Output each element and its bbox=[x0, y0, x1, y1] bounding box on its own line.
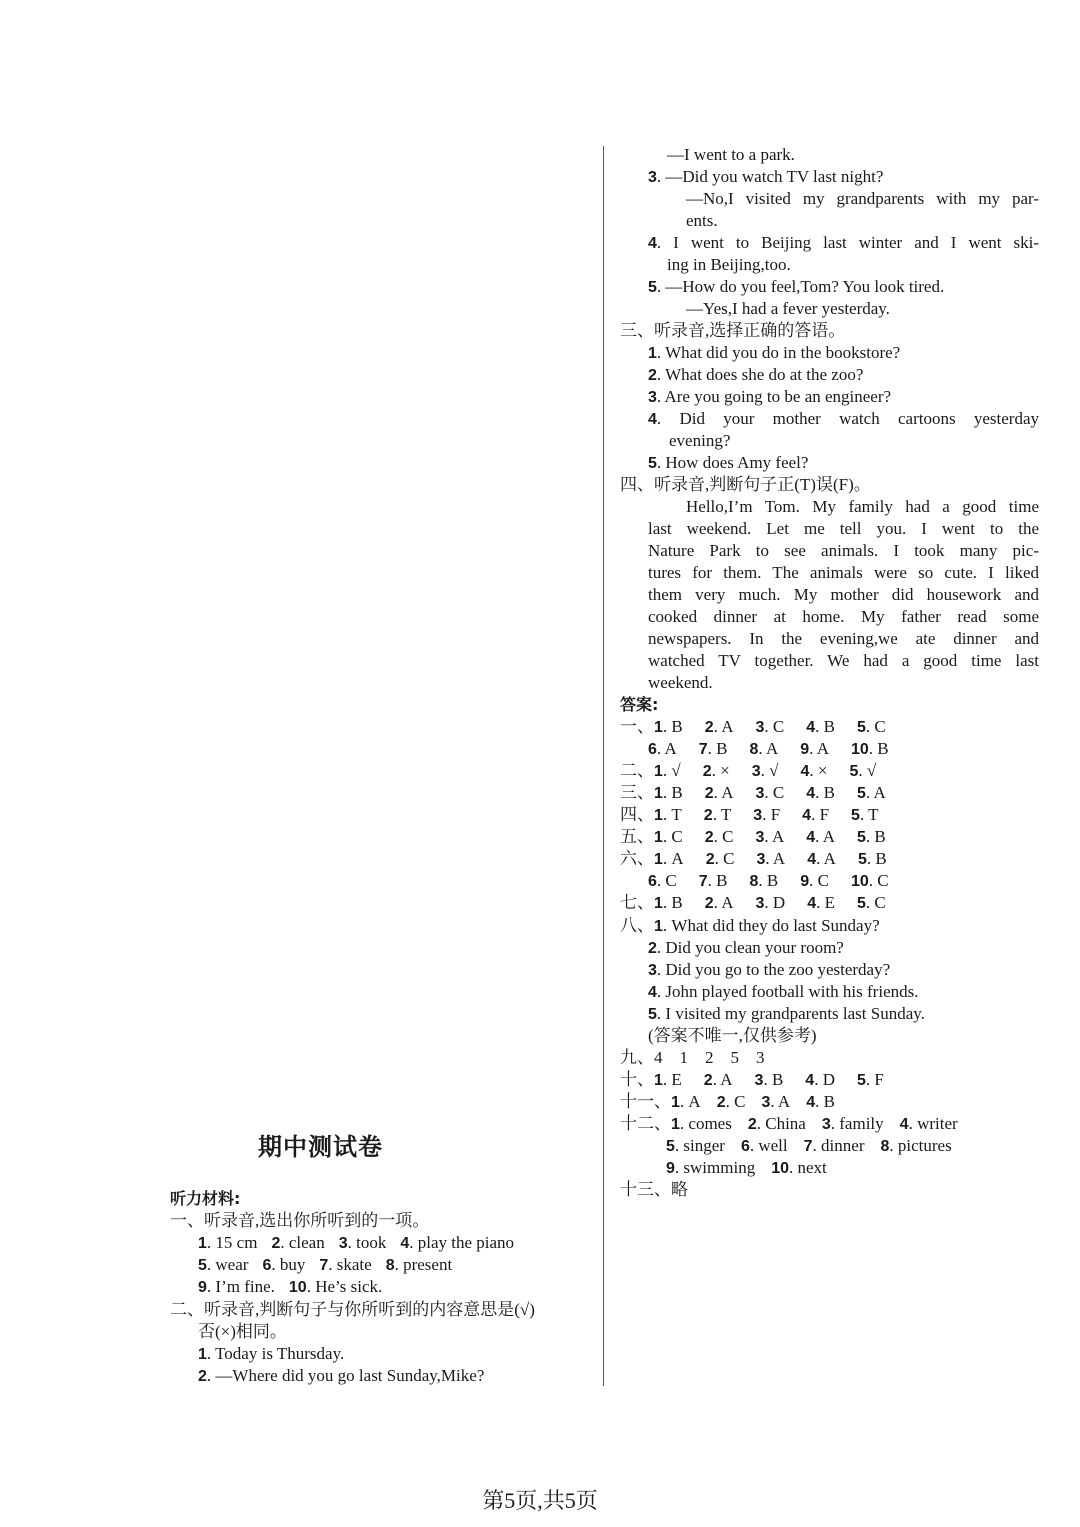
row-segment: 7. B bbox=[698, 871, 728, 890]
row-segment: 3. A bbox=[756, 849, 786, 868]
answer-row bbox=[620, 782, 886, 805]
answer-row bbox=[620, 892, 886, 915]
listening-label: 听力材料: bbox=[170, 1189, 241, 1208]
passage-line: Nature Park to see animals. I took many pic- bbox=[648, 541, 1039, 560]
row-segment: 9. swimming bbox=[666, 1158, 756, 1177]
row-segment: 6. well bbox=[740, 1136, 788, 1155]
row-segment: 三、1. B bbox=[620, 783, 683, 802]
page-number: 第5页,共5页 bbox=[482, 1488, 598, 1513]
row-segment: 4. × bbox=[800, 761, 828, 780]
row-segment: 2. A bbox=[704, 783, 734, 802]
dialogue-line: ents. bbox=[686, 211, 718, 230]
row-segment: 7. dinner bbox=[803, 1136, 865, 1155]
row-segment: 二、1. √ bbox=[620, 761, 681, 780]
row-segment: 4. B bbox=[806, 717, 835, 736]
passage-line: Hello,I’m Tom. My family had a good time bbox=[686, 497, 1039, 516]
row-segment: 十一、1. A bbox=[620, 1092, 701, 1111]
row-segment: 7. skate bbox=[319, 1255, 372, 1274]
section-2-header-cont: 否(×)相同。 bbox=[198, 1322, 287, 1341]
row-segment: 五、1. C bbox=[620, 827, 683, 846]
section-3-item-cont: evening? bbox=[669, 431, 731, 450]
section-3-item: 3. Are you going to be an engineer? bbox=[648, 387, 892, 406]
row-segment: 5. C bbox=[857, 717, 886, 736]
section-1-row bbox=[198, 1254, 452, 1277]
section-2-header: 二、听录音,判断句子与你所听到的内容意思是(√) bbox=[170, 1300, 535, 1319]
answers-label: 答案: bbox=[620, 695, 659, 714]
row-segment: 5. C bbox=[856, 893, 886, 912]
row-segment: 4. play the piano bbox=[400, 1233, 515, 1252]
section-2-item: 1. Today is Thursday. bbox=[198, 1344, 345, 1363]
row-segment: 10. He’s sick. bbox=[288, 1277, 383, 1296]
row-segment: 3. A bbox=[755, 827, 785, 846]
row-segment: 4. B bbox=[806, 1092, 835, 1111]
answer-row: 九、4 1 2 5 3 bbox=[620, 1048, 765, 1067]
answer-row bbox=[666, 1157, 827, 1180]
row-segment: 3. √ bbox=[751, 761, 779, 780]
dialogue-line: —No,I visited my grandparents with my par- bbox=[686, 189, 1039, 208]
section-2-item: 2. —Where did you go last Sunday,Mike? bbox=[198, 1366, 485, 1385]
row-segment: 3. D bbox=[755, 893, 786, 912]
answer-item: 4. John played football with his friends. bbox=[648, 982, 919, 1001]
dialogue-item: 3. —Did you watch TV last night? bbox=[648, 167, 884, 186]
row-segment: 2. C bbox=[705, 849, 735, 868]
section-3-item: 5. How does Amy feel? bbox=[648, 453, 809, 472]
section-title: 期中测试卷 bbox=[258, 1133, 383, 1161]
row-segment: 5. A bbox=[857, 783, 886, 802]
dialogue-line: —Yes,I had a fever yesterday. bbox=[686, 299, 890, 318]
dialogue-line: —I went to a park. bbox=[667, 145, 795, 164]
row-segment: 2. China bbox=[747, 1114, 806, 1133]
row-segment: 4. writer bbox=[899, 1114, 958, 1133]
row-segment: 8. pictures bbox=[880, 1136, 952, 1155]
row-segment: 3. family bbox=[821, 1114, 884, 1133]
answer-row bbox=[666, 1135, 952, 1158]
row-segment: 10. B bbox=[851, 739, 889, 758]
row-segment: 9. A bbox=[800, 739, 829, 758]
row-segment: 十、1. E bbox=[620, 1070, 682, 1089]
row-segment: 2. C bbox=[716, 1092, 746, 1111]
row-segment: 六、1. A bbox=[620, 849, 684, 868]
answer-item: 5. I visited my grandparents last Sunday. bbox=[648, 1004, 925, 1023]
row-segment: 8. A bbox=[749, 739, 779, 758]
row-segment: 2. A bbox=[704, 717, 734, 736]
answer-item: 2. Did you clean your room? bbox=[648, 938, 844, 957]
row-segment: 2. clean bbox=[271, 1233, 325, 1252]
row-segment: 3. B bbox=[754, 1070, 784, 1089]
row-segment: 4. A bbox=[807, 849, 836, 868]
row-segment: 10. next bbox=[771, 1158, 827, 1177]
row-segment: 5. T bbox=[851, 805, 879, 824]
answer-note: (答案不唯一,仅供参考) bbox=[648, 1026, 817, 1045]
row-segment: 4. A bbox=[806, 827, 835, 846]
row-segment: 5. B bbox=[857, 827, 886, 846]
row-segment: 2. C bbox=[704, 827, 734, 846]
row-segment: 2. A bbox=[704, 893, 734, 912]
row-segment: 7. B bbox=[698, 739, 728, 758]
answer-row bbox=[648, 738, 889, 761]
answer-row bbox=[620, 1069, 884, 1092]
row-segment: 4. F bbox=[802, 805, 830, 824]
answer-row bbox=[620, 716, 886, 739]
row-segment: 3. took bbox=[338, 1233, 387, 1252]
row-segment: 3. F bbox=[753, 805, 781, 824]
row-segment: 2. T bbox=[703, 805, 732, 824]
row-segment: 4. E bbox=[807, 893, 835, 912]
section-1-row bbox=[198, 1276, 382, 1299]
row-segment: 5. wear bbox=[198, 1255, 249, 1274]
row-segment: 8. present bbox=[385, 1255, 453, 1274]
answer-row bbox=[620, 848, 887, 871]
row-segment: 6. A bbox=[648, 739, 677, 758]
section-1-header: 一、听录音,选出你所听到的一项。 bbox=[170, 1211, 430, 1230]
passage-line: tures for them. The animals were so cute. I liked bbox=[648, 563, 1039, 582]
section-1-row bbox=[198, 1232, 514, 1255]
section-3-item: 1. What did you do in the bookstore? bbox=[648, 343, 901, 362]
answer-row bbox=[620, 1091, 835, 1114]
section-3-header: 三、听录音,选择正确的答语。 bbox=[620, 321, 846, 340]
answer-row: 十三、略 bbox=[620, 1180, 688, 1199]
row-segment: 1. 15 cm bbox=[198, 1233, 258, 1252]
answer-row bbox=[620, 804, 879, 827]
answer-row bbox=[620, 1113, 958, 1136]
row-segment: 3. C bbox=[755, 783, 785, 802]
section-3-item: 2. What does she do at the zoo? bbox=[648, 365, 864, 384]
row-segment: 5. singer bbox=[666, 1136, 725, 1155]
dialogue-item: 4. I went to Beijing last winter and I went ski- bbox=[648, 233, 1039, 252]
row-segment: 4. B bbox=[806, 783, 835, 802]
dialogue-line: ing in Beijing,too. bbox=[667, 255, 791, 274]
passage-line: last weekend. Let me tell you. I went to the bbox=[648, 519, 1039, 538]
row-segment: 5. √ bbox=[849, 761, 877, 780]
section-3-item: 4. Did your mother watch cartoons yesterday bbox=[648, 409, 1039, 428]
row-segment: 4. D bbox=[805, 1070, 835, 1089]
answer-row bbox=[620, 826, 886, 849]
row-segment: 5. F bbox=[856, 1070, 884, 1089]
row-segment: 2. A bbox=[703, 1070, 733, 1089]
row-segment: 9. I’m fine. bbox=[198, 1277, 275, 1296]
row-segment: 3. C bbox=[755, 717, 785, 736]
row-segment: 3. A bbox=[761, 1092, 791, 1111]
answer-row bbox=[620, 760, 876, 783]
passage-line: them very much. My mother did housework and bbox=[648, 585, 1039, 604]
row-segment: 5. B bbox=[857, 849, 887, 868]
row-segment: 6. buy bbox=[262, 1255, 306, 1274]
passage-line: watched TV together. We had a good time last bbox=[648, 651, 1039, 670]
answer-row bbox=[648, 870, 889, 893]
row-segment: 9. C bbox=[800, 871, 829, 890]
row-segment: 七、1. B bbox=[620, 893, 683, 912]
row-segment: 一、1. B bbox=[620, 717, 683, 736]
column-divider bbox=[603, 146, 604, 1386]
passage-line: newspapers. In the evening,we ate dinner and bbox=[648, 629, 1039, 648]
passage-line: cooked dinner at home. My father read some bbox=[648, 607, 1039, 626]
row-segment: 十二、1. comes bbox=[620, 1114, 732, 1133]
row-segment: 8. B bbox=[749, 871, 779, 890]
row-segment: 2. × bbox=[702, 761, 730, 780]
passage-line: weekend. bbox=[648, 673, 713, 692]
row-segment: 6. C bbox=[648, 871, 677, 890]
answer-item: 八、1. What did they do last Sunday? bbox=[620, 916, 880, 935]
dialogue-item: 5. —How do you feel,Tom? You look tired. bbox=[648, 277, 945, 296]
row-segment: 四、1. T bbox=[620, 805, 682, 824]
answer-item: 3. Did you go to the zoo yesterday? bbox=[648, 960, 891, 979]
row-segment: 10. C bbox=[851, 871, 889, 890]
section-4-header: 四、听录音,判断句子正(T)误(F)。 bbox=[620, 475, 871, 494]
